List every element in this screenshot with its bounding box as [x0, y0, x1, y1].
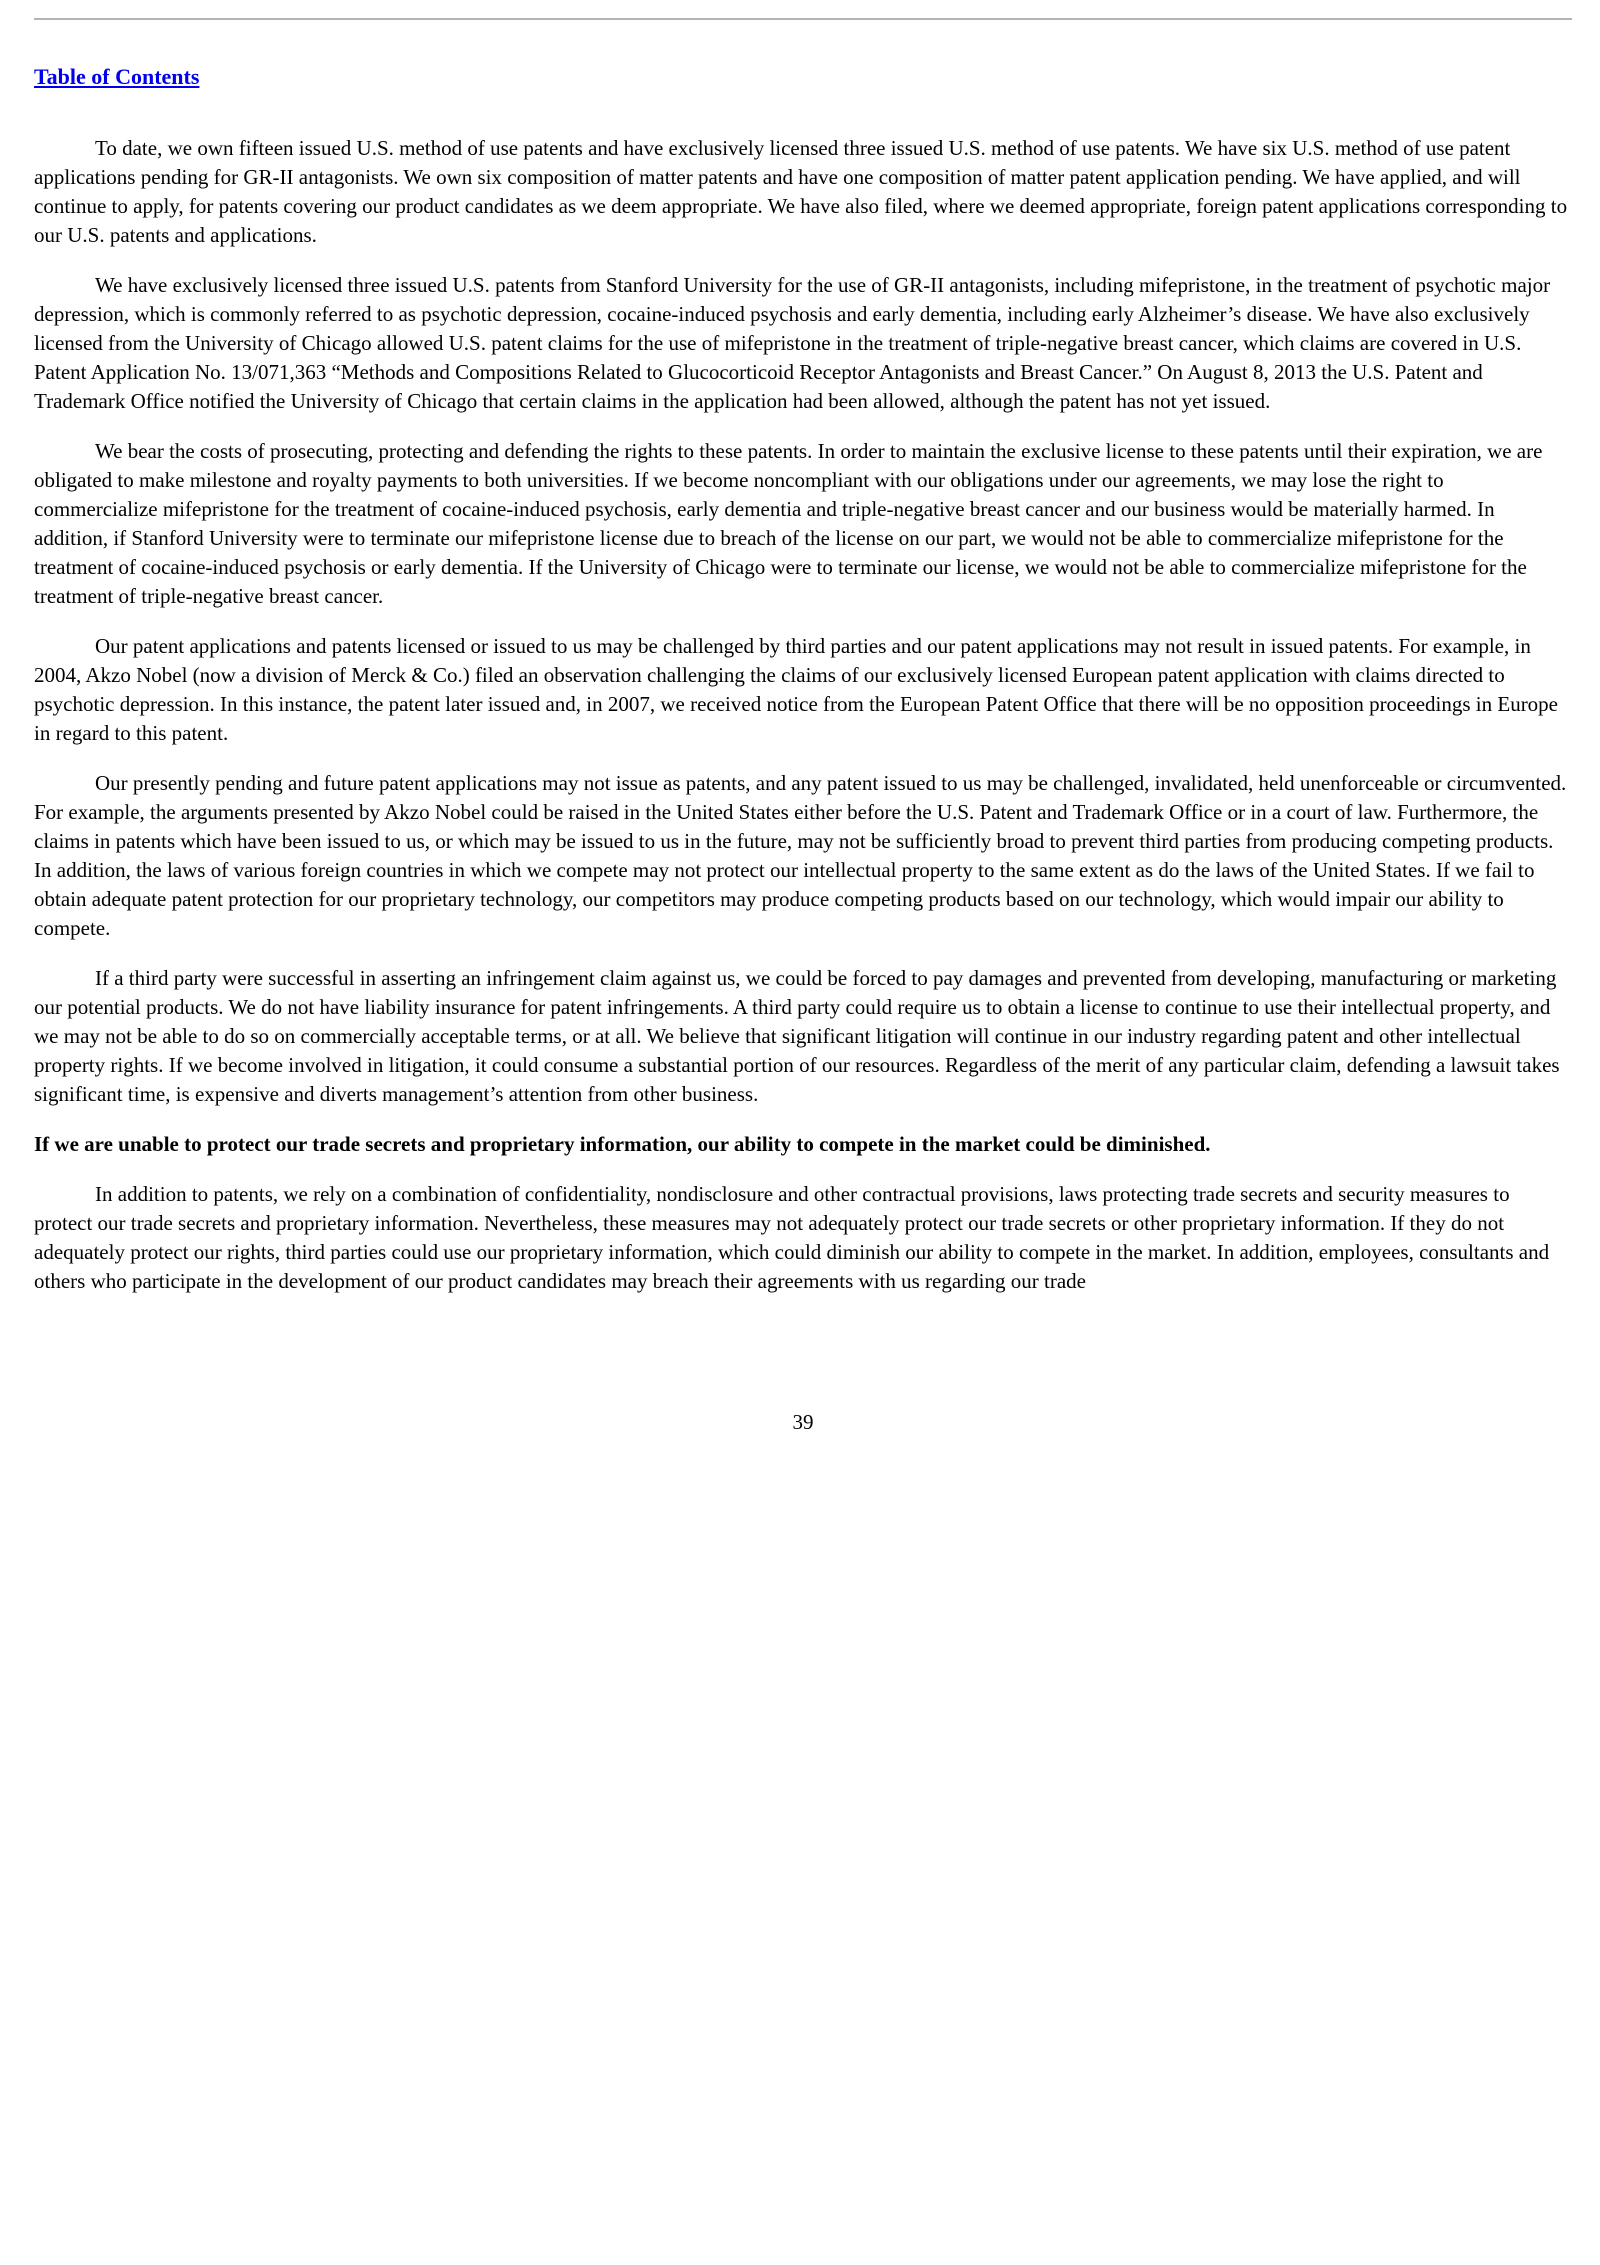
section-heading-trade-secrets: If we are unable to protect our trade secrets and proprietary information, our ability to compete in the market could be diminished. [34, 1132, 1211, 1156]
paragraph-prosecution-costs: We bear the costs of prosecuting, protecting and defending the rights to these patents. In order to maintain the exclusive license to these patents until their expiration, we are obligated to make milestone and royalty payments to both universities. If we become noncompliant with our obligations under our agreements, we may lose the right to commercialize mifepristone for the treatment of cocaine-induced psychosis, early dementia and triple-negative breast cancer and our business would be materially harmed. In addition, if Stanford University were to terminate our mifepristone license due to breach of the license on our part, we would not be able to commercialize mifepristone for the treatment of cocaine-induced psychosis or early dementia. If the University of Chicago were to terminate our license, we would not be able to commercialize mifepristone for the treatment of triple-negative breast cancer. [34, 439, 1543, 608]
top-divider [34, 18, 1572, 20]
paragraph-patents-owned: To date, we own fifteen issued U.S. method of use patents and have exclusively licensed three issued U.S. method of use patents. We have six U.S. method of use patent applications pending for GR-II antagonists. We own six composition of matter patents and have one composition of matter patent application pending. We have applied, and will continue to apply, for patents covering our product candidates as we deem appropriate. We have also filed, where we deemed appropriate, foreign patent applications corresponding to our U.S. patents and applications. [34, 136, 1568, 247]
paragraph-stanford-license: We have exclusively licensed three issued U.S. patents from Stanford University for the use of GR-II antagonists, including mifepristone, in the treatment of psychotic major depression, which is commonly referred to as psychotic depression, cocaine-induced psychosis and early dementia, including early Alzheimer’s disease. We have also exclusively licensed from the University of Chicago allowed U.S. patent claims for the use of mifepristone in the treatment of triple-negative breast cancer, which claims are covered in U.S. Patent Application No. 13/071,363 “Methods and Compositions Related to Glucocorticoid Receptor Antagonists and Breast Cancer.” On August 8, 2013 the U.S. Patent and Trademark Office notified the University of Chicago that certain claims in the application had been allowed, although the patent has not yet issued. [34, 273, 1551, 413]
paragraph-patent-challenges: Our patent applications and patents licensed or issued to us may be challenged by third parties and our patent applications may not result in issued patents. For example, in 2004, Akzo Nobel (now a division of Merck & Co.) filed an observation challenging the claims of our exclusively licensed European patent application with claims directed to psychotic depression. In this instance, the patent later issued and, in 2007, we received notice from the European Patent Office that there will be no opposition proceedings in Europe in regard to this patent. [34, 634, 1559, 745]
document-body [34, 134, 1572, 1317]
paragraph-pending-applications: Our presently pending and future patent applications may not issue as patents, and any patent issued to us may be challenged, invalidated, held unenforceable or circumvented. For example, the arguments presented by Akzo Nobel could be raised in the United States either before the U.S. Patent and Trademark Office or in a court of law. Furthermore, the claims in patents which have been issued to us, or which may be issued to us in the future, may not be sufficiently broad to prevent third parties from producing competing products. In addition, the laws of various foreign countries in which we compete may not protect our intellectual property to the same extent as do the laws of the United States. If we fail to obtain adequate patent protection for our proprietary technology, our competitors may produce competing products based on our technology, which would impair our ability to compete. [34, 771, 1567, 940]
table-of-contents-link[interactable]: Table of Contents [34, 64, 200, 89]
paragraph-trade-secrets: In addition to patents, we rely on a combination of confidentiality, nondisclosure and other contractual provisions, laws protecting trade secrets and security measures to protect our trade secrets and proprietary information. Nevertheless, these measures may not adequately protect our trade secrets or other proprietary information. If they do not adequately protect our rights, third parties could use our proprietary information, which could diminish our ability to compete in the market. In addition, employees, consultants and others who participate in the development of our product candidates may breach their agreements with us regarding our trade [34, 1182, 1550, 1293]
paragraph-infringement-claims: If a third party were successful in asserting an infringement claim against us, we could be forced to pay damages and prevented from developing, manufacturing or marketing our potential products. We do not have liability insurance for patent infringements. A third party could require us to obtain a license to continue to use their intellectual property, and we may not be able to do so on commercially acceptable terms, or at all. We believe that significant litigation will continue in our industry regarding patent and other intellectual property rights. If we become involved in litigation, it could consume a substantial portion of our resources. Regardless of the merit of any particular claim, defending a lawsuit takes significant time, is expensive and diverts management’s attention from other business. [34, 966, 1560, 1106]
page-number: 39 [792, 1410, 814, 1434]
